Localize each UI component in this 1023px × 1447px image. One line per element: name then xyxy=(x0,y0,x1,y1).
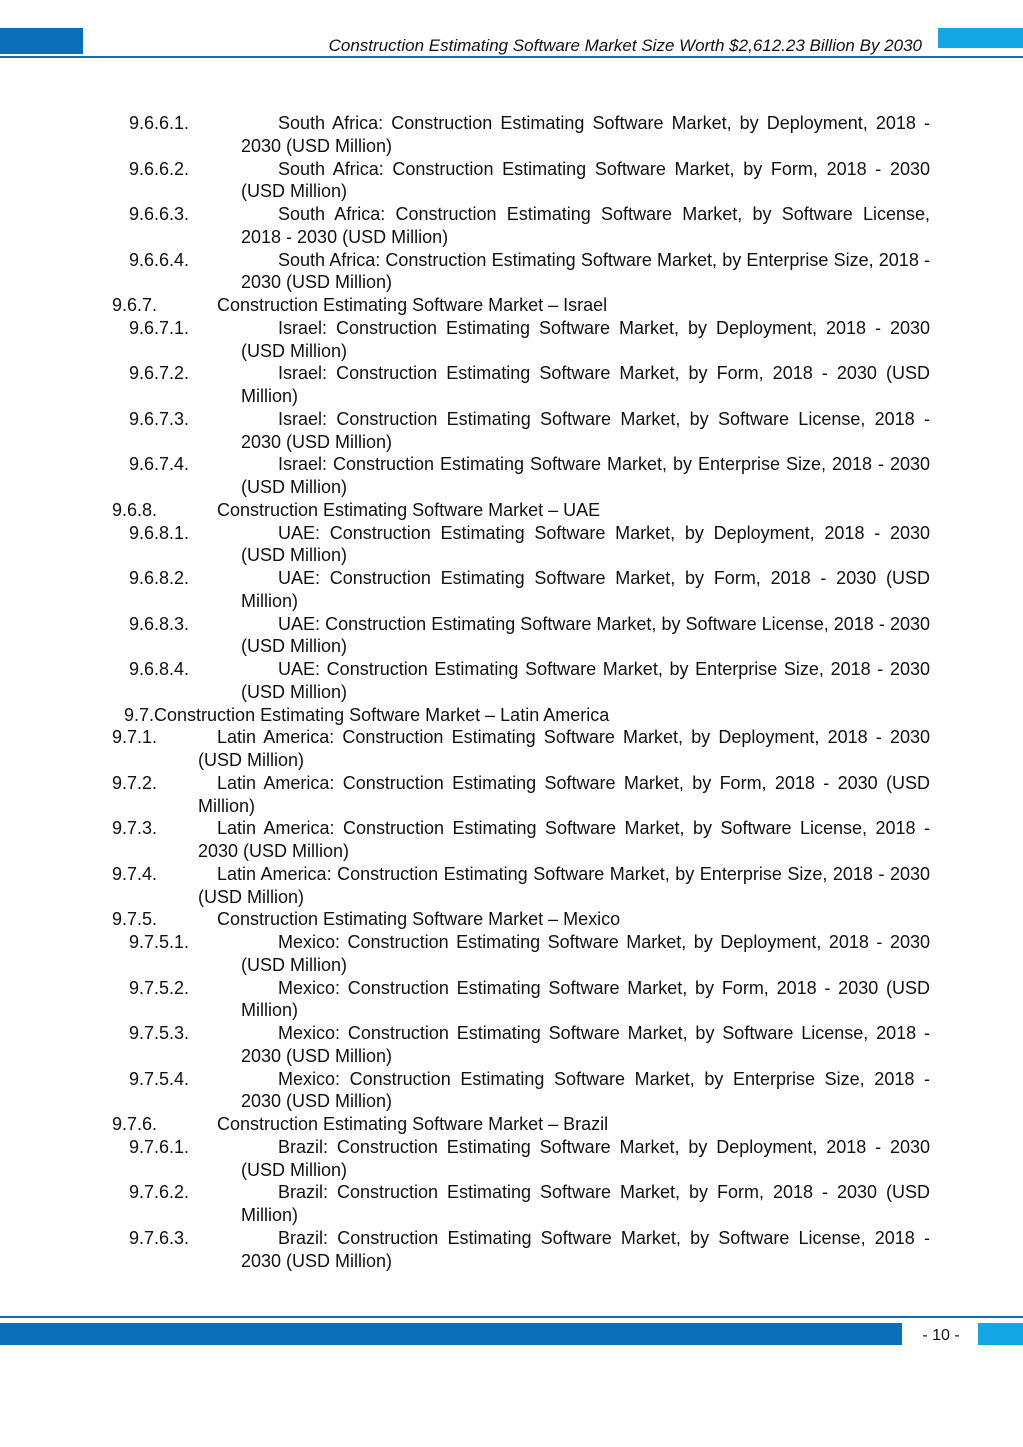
toc-entry-text: UAE: Construction Estimating Software Market, by Form, 2018 - 2030 (USD Million) xyxy=(241,568,930,611)
toc-entry[interactable] xyxy=(0,977,1023,1023)
toc-entry[interactable] xyxy=(0,203,1023,249)
table-of-contents xyxy=(0,112,1023,1272)
toc-entry-text: Construction Estimating Software Market – Israel xyxy=(217,295,608,315)
toc-entry-number: 9.6.8.1. xyxy=(129,522,190,543)
toc-entry-number: 9.7.4. xyxy=(112,863,158,884)
toc-entry-text: UAE: Construction Estimating Software Market, by Deployment, 2018 - 2030 (USD Million) xyxy=(241,522,930,566)
toc-entry-number: 9.7.6.2. xyxy=(129,1182,190,1203)
toc-entry-number: 9.7.2. xyxy=(112,772,158,793)
toc-entry-number: 9.6.7. xyxy=(112,295,158,315)
toc-entry-number: 9.7.3. xyxy=(112,818,158,839)
toc-entry[interactable] xyxy=(0,453,1023,499)
toc-entry-number: 9.6.8.2. xyxy=(129,568,190,588)
page-number: - 10 - xyxy=(922,1327,960,1344)
toc-entry-text: Latin America: Construction Estimating Software Market, by Software License, 2018 - 2030 (USD Million) xyxy=(198,818,930,861)
toc-entry[interactable] xyxy=(0,112,1023,158)
toc-entry-text: Mexico: Construction Estimating Software Market, by Software License, 2018 - 2030 (USD Million) xyxy=(241,1023,930,1066)
toc-entry-text: South Africa: Construction Estimating Software Market, by Deployment, 2018 - 2030 (USD Million) xyxy=(241,113,930,156)
toc-entry[interactable] xyxy=(0,1113,1023,1136)
toc-entry[interactable] xyxy=(0,772,1023,818)
toc-entry-number: 9.6.8.4. xyxy=(129,659,190,679)
footer-accent-block xyxy=(978,1323,1023,1345)
toc-entry[interactable] xyxy=(0,1227,1023,1273)
toc-entry-number: 9.7.6.1. xyxy=(129,1136,190,1157)
toc-entry[interactable] xyxy=(0,613,1023,659)
toc-entry-text: Latin America: Construction Estimating Software Market, by Form, 2018 - 2030 (USD Million) xyxy=(198,772,930,816)
toc-entry-number: 9.6.7.4. xyxy=(129,454,190,475)
toc-entry-number: 9.7.5.3. xyxy=(129,1023,190,1043)
toc-entry[interactable] xyxy=(0,658,1023,704)
toc-entry[interactable] xyxy=(0,499,1023,522)
toc-entry-number: 9.7. xyxy=(124,704,155,725)
toc-entry-text: Brazil: Construction Estimating Software Market, by Form, 2018 - 2030 (USD Million) xyxy=(241,1182,930,1225)
header-accent-block-right xyxy=(938,28,1023,48)
toc-entry-text: South Africa: Construction Estimating Software Market, by Form, 2018 - 2030 (USD Million) xyxy=(241,158,930,202)
toc-entry-number: 9.7.5.4. xyxy=(129,1068,190,1089)
toc-entry-number: 9.6.6.3. xyxy=(129,204,190,224)
toc-entry-number: 9.7.5. xyxy=(112,909,158,930)
toc-entry[interactable] xyxy=(0,317,1023,363)
toc-entry-text: Construction Estimating Software Market – Brazil xyxy=(217,1114,609,1134)
toc-entry[interactable] xyxy=(0,726,1023,772)
toc-entry-text: Israel: Construction Estimating Software Market, by Form, 2018 - 2030 (USD Million) xyxy=(241,363,930,406)
toc-entry-number: 9.6.8.3. xyxy=(129,613,190,634)
toc-entry[interactable] xyxy=(0,294,1023,317)
toc-entry[interactable] xyxy=(0,522,1023,568)
toc-entry-text: Mexico: Construction Estimating Software Market, by Form, 2018 - 2030 (USD Million) xyxy=(241,977,930,1021)
header-rule xyxy=(0,56,1023,58)
toc-entry-text: Construction Estimating Software Market – UAE xyxy=(217,499,601,520)
toc-entry-number: 9.7.5.2. xyxy=(129,977,190,998)
toc-entry[interactable] xyxy=(0,158,1023,204)
toc-entry-text: Latin America: Construction Estimating Software Market, by Deployment, 2018 - 2030 (USD Million) xyxy=(198,727,930,770)
toc-entry[interactable] xyxy=(0,1181,1023,1227)
toc-entry[interactable] xyxy=(0,1022,1023,1068)
toc-entry-text: Mexico: Construction Estimating Software Market, by Enterprise Size, 2018 - 2030 (USD Million) xyxy=(241,1068,930,1112)
toc-entry-number: 9.6.7.1. xyxy=(129,317,190,338)
toc-entry-text: Israel: Construction Estimating Software Market, by Software License, 2018 - 2030 (USD Million) xyxy=(241,408,930,452)
toc-entry-text: Brazil: Construction Estimating Software Market, by Software License, 2018 - 2030 (USD Million) xyxy=(241,1227,930,1271)
toc-entry-text: UAE: Construction Estimating Software Market, by Enterprise Size, 2018 - 2030 (USD Million) xyxy=(241,659,930,702)
toc-entry[interactable] xyxy=(0,863,1023,909)
toc-entry-number: 9.7.6. xyxy=(112,1114,158,1134)
toc-entry-number: 9.6.7.3. xyxy=(129,408,190,429)
toc-entry[interactable] xyxy=(0,567,1023,613)
toc-entry[interactable] xyxy=(0,908,1023,931)
toc-entry-text: Construction Estimating Software Market – Mexico xyxy=(217,909,621,930)
toc-entry[interactable] xyxy=(0,817,1023,863)
toc-entry-text: South Africa: Construction Estimating Software Market, by Software License, 2018 - 2030 (USD Million) xyxy=(241,204,930,247)
toc-entry-number: 9.6.6.2. xyxy=(129,158,190,179)
toc-entry-text: South Africa: Construction Estimating Software Market, by Enterprise Size, 2018 - 2030 (USD Million) xyxy=(241,249,930,293)
document-title: Construction Estimating Software Market Size Worth $2,612.23 Billion By 2030 xyxy=(328,36,922,55)
toc-entry[interactable] xyxy=(0,408,1023,454)
toc-entry-text: Israel: Construction Estimating Software Market, by Deployment, 2018 - 2030 (USD Million) xyxy=(241,317,930,361)
toc-entry-number: 9.7.6.3. xyxy=(129,1227,190,1248)
toc-entry-number: 9.6.6.1. xyxy=(129,113,190,133)
toc-entry-text: Construction Estimating Software Market – Latin America xyxy=(154,704,610,725)
toc-entry-number: 9.6.7.2. xyxy=(129,363,190,384)
toc-entry[interactable] xyxy=(0,1136,1023,1182)
toc-entry[interactable] xyxy=(0,931,1023,977)
toc-entry-text: Israel: Construction Estimating Software Market, by Enterprise Size, 2018 - 2030 (USD Million) xyxy=(241,454,930,497)
toc-entry-number: 9.7.1. xyxy=(112,727,158,748)
toc-entry-number: 9.6.6.4. xyxy=(129,249,190,270)
toc-entry-number: 9.6.8. xyxy=(112,499,158,520)
toc-entry[interactable] xyxy=(0,704,1023,727)
toc-entry-text: Mexico: Construction Estimating Software Market, by Deployment, 2018 - 2030 (USD Million) xyxy=(241,932,930,975)
header-accent-block-left xyxy=(0,28,83,54)
toc-entry[interactable] xyxy=(0,249,1023,295)
toc-entry-text: UAE: Construction Estimating Software Market, by Software License, 2018 - 2030 (USD Million) xyxy=(241,613,930,657)
footer-rule xyxy=(0,1316,1023,1318)
toc-entry-text: Latin America: Construction Estimating Software Market, by Enterprise Size, 2018 - 2030 (USD Million) xyxy=(198,863,930,907)
toc-entry[interactable] xyxy=(0,1068,1023,1114)
toc-entry-number: 9.7.5.1. xyxy=(129,932,190,952)
toc-entry[interactable] xyxy=(0,362,1023,408)
toc-entry-text: Brazil: Construction Estimating Software Market, by Deployment, 2018 - 2030 (USD Million) xyxy=(241,1136,930,1180)
footer-bar xyxy=(0,1323,902,1345)
